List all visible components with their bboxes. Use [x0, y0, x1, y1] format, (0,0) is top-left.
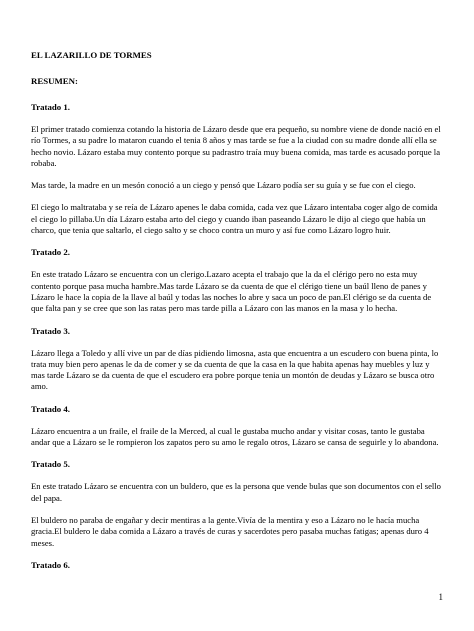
- paragraph: El primer tratado comienza cotando la historia de Lázaro desde que era pequeño, su nombre viene de donde nació en el río Tormes, a su padre lo mataron cuando el tenia 8 años y mas tarde se fue a la ciudad con su madre donde allí ella se hecho novio. Lázaro estaba muy contento porque su padrastro traía muy buena comida, mas tarde es acusado porque la robaba.: [31, 124, 441, 168]
- section-tratado-5: [31, 459, 443, 548]
- section-heading: Tratado 1.: [31, 102, 70, 112]
- section-tratado-4: [31, 404, 443, 449]
- paragraph: En este tratado Lázaro se encuentra con un clerigo.Lazaro acepta el trabajo que la da el clérigo pero no esta muy contento porque pasa mucha hambre.Mas tarde Lázaro se da cuenta de que el clérigo tiene un baúl lleno de panes y Lázaro le hace la copia de la llave al baúl y todas las noches lo abre y saca un poco de pan.El clérigo se da cuenta de que falta pan y se cree que son las ratas pero mas tarde pilla a Lázaro con las manos en la masa y lo hecha.: [31, 269, 432, 314]
- paragraph: El ciego lo maltrataba y se reía de Lázaro apenes le daba comida, cada vez que Lázaro intentaba coger algo de comida el ciego lo pillaba.Un día Lázaro estaba arto del ciego y cuando iban paseando Lázaro le dijo al ciego que había un charco, que tenia que saltarlo, el ciego salto y se choco contra un muro y así fue como Lázaro logro huir.: [31, 202, 438, 236]
- section-tratado-2: [31, 247, 443, 314]
- section-heading: Tratado 4.: [31, 403, 70, 414]
- paragraph: Mas tarde, la madre en un mesón conoció a un ciego y pensó que Lázaro podía ser su guía y se fue con el ciego.: [31, 180, 416, 191]
- document-page: [31, 50, 443, 582]
- paragraph: El buldero no paraba de engañar y decir mentiras a la gente.Vivía de la mentira y eso a Lázaro no le hacía mucha gracia.El buldero le daba comida a Lázaro a través de curas y sacerdotes pero pasaba muchas fatigas; apenas duro 4 meses.: [31, 514, 429, 548]
- paragraph: En este tratado Lázaro se encuentra con un buldero, que es la persona que vende bulas que son documentos con el sello del papa.: [31, 481, 441, 503]
- document-title: EL LAZARILLO DE TORMES: [31, 50, 152, 60]
- document-subtitle: RESUMEN:: [31, 76, 78, 86]
- section-heading: Tratado 3.: [31, 325, 70, 336]
- section-heading: Tratado 5.: [31, 459, 70, 470]
- paragraph: Lázaro llega a Toledo y allí vive un par de días pidiendo limosna, asta que encuentra a un escudero con buena pinta, lo trata muy bien pero apenas le da de comer y se da cuenta de que la casa en la que habita apenas hay muebles y luz y mas tarde Lázaro se da cuenta de que el escudero era pobre porque tenia un montón de deudas y Lázaro se busca otro amo.: [31, 347, 439, 392]
- paragraph: Lázaro encuentra a un fraile, el fraile de la Merced, al cual le gustaba mucho andar y visitar cosas, tanto le gustaba andar que a Lázaro se le rompieron los zapatos pero su amo le regalo otros, Lázaro se cansa de seguirle y lo abandona.: [31, 425, 439, 448]
- section-heading: Tratado 6.: [31, 559, 70, 570]
- page-number: 1: [438, 592, 443, 602]
- section-heading: Tratado 2.: [31, 247, 70, 258]
- section-tratado-3: [31, 326, 443, 393]
- section-tratado-6: [31, 560, 443, 571]
- section-tratado-1: [31, 102, 443, 236]
